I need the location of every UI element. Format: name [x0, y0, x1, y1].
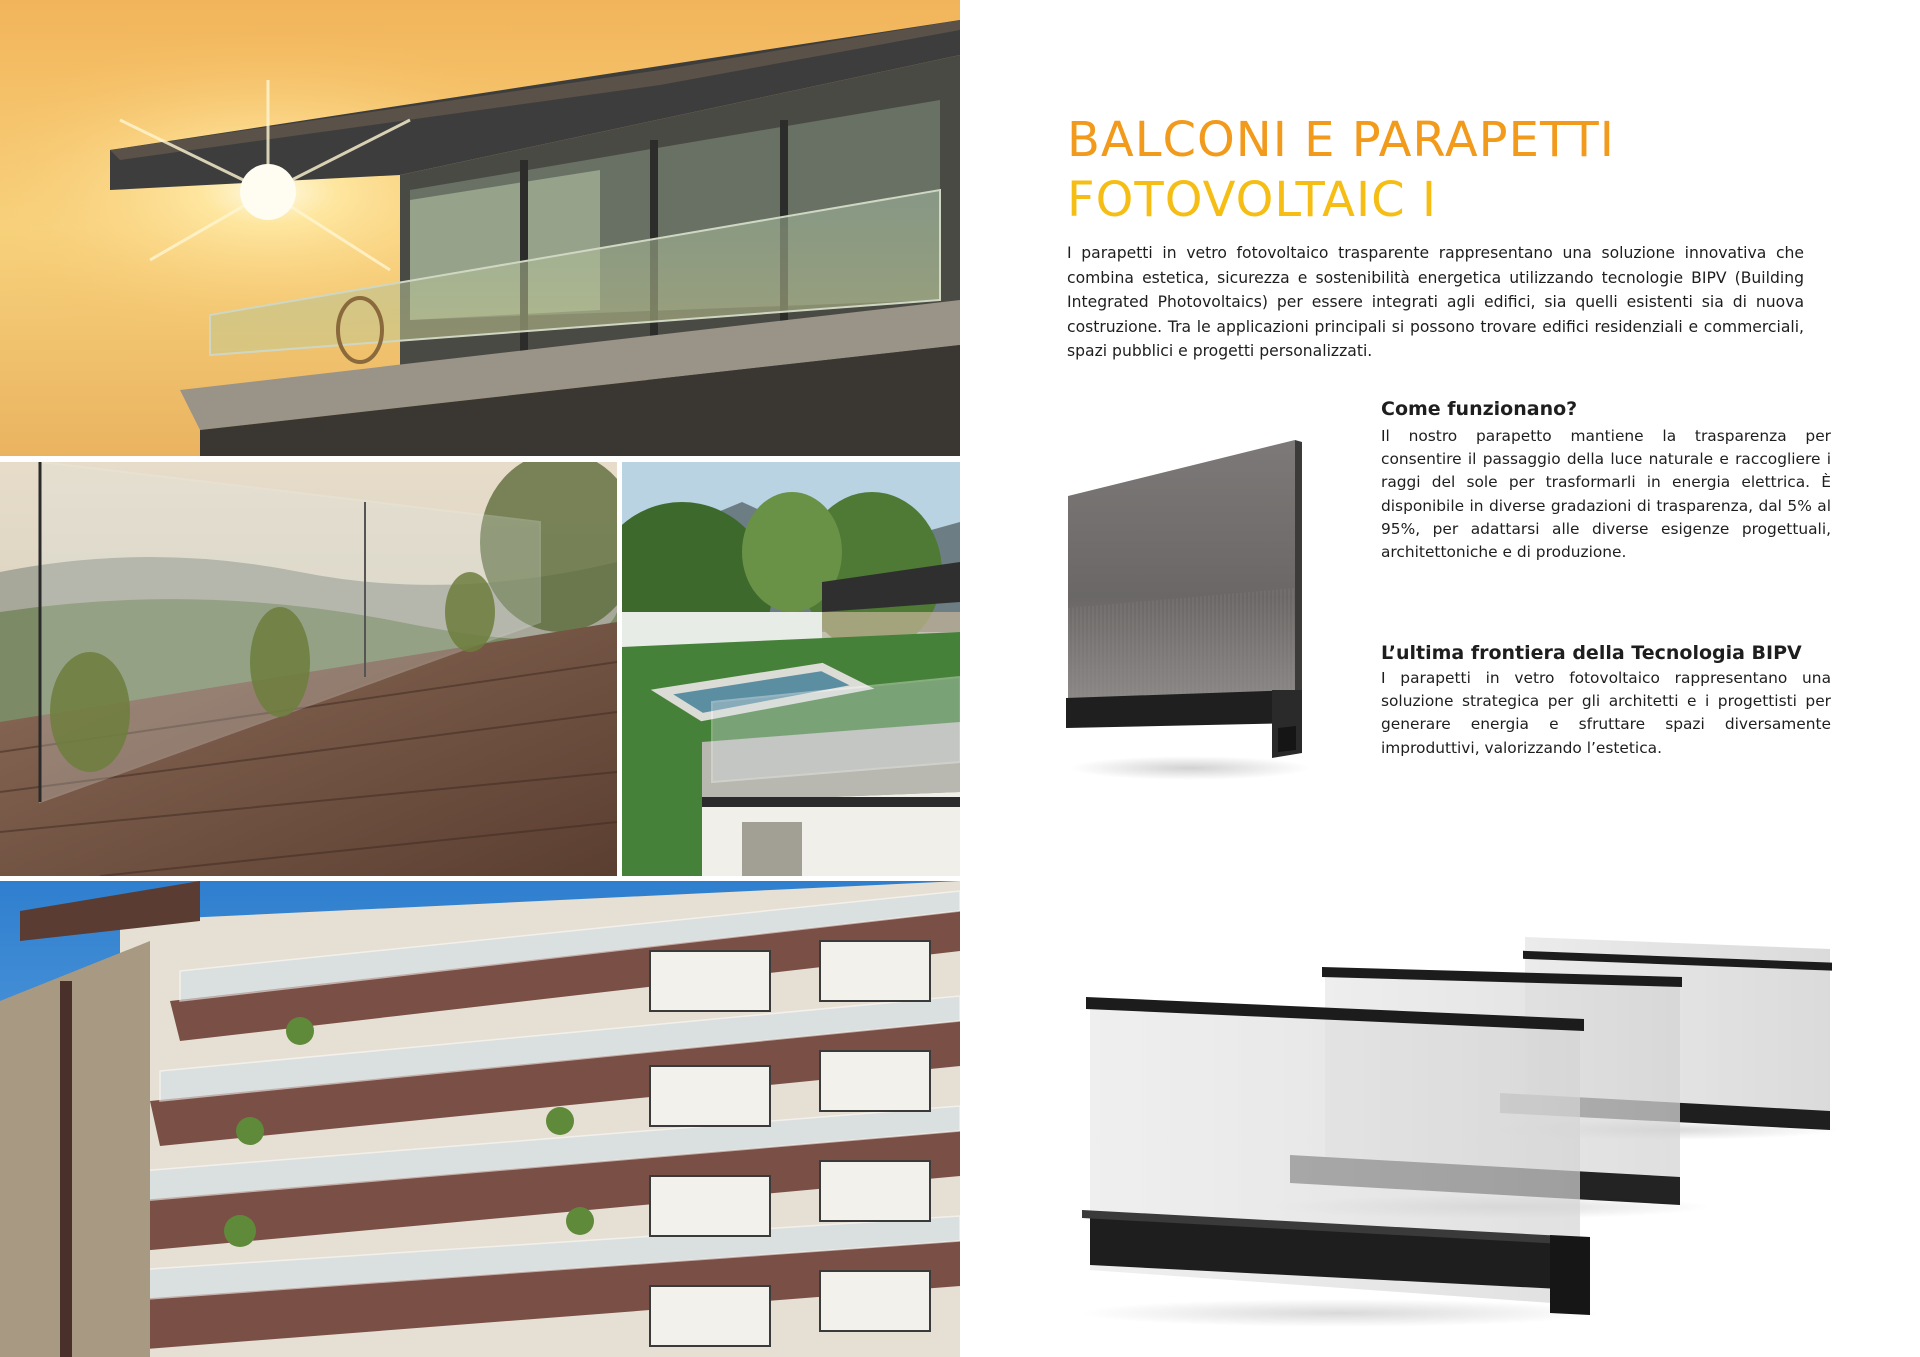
apartment-building-illustration — [0, 881, 960, 1357]
render-single-pv-panel — [1040, 428, 1320, 788]
pv-panels-clear-illustration — [1060, 915, 1840, 1335]
photo-apartment-building-balconies — [0, 881, 960, 1357]
page-title-line1: BALCONI E PARAPETTI — [1067, 112, 1615, 168]
section-bipv-body: I parapetti in vetro fotovoltaico rappresentano una soluzione strategica per gli architetti e i progettisti per generare energia e sfruttare spazi diversamente improduttivi, valorizzando l’estetica. — [1381, 669, 1831, 757]
deck-railing-illustration — [0, 462, 617, 876]
render-three-transparent-panels — [1060, 915, 1840, 1335]
photo-garden-pool-parapet — [622, 462, 960, 876]
section-bipv-title: L’ultima frontiera della Tecnologia BIPV — [1381, 642, 1802, 664]
page-title-line2: FOTOVOLTAIC I — [1067, 172, 1438, 228]
photo-deck-glass-railing — [0, 462, 617, 876]
section-how-it-works-body: Il nostro parapetto mantiene la trasparenza per consentire il passaggio della luce naturale e raccogliere i raggi del sole per trasformarli in energia elettrica. È disponibile in diverse gradazioni di trasparenza, dal 5% al 95%, per adattarsi alle diverse esigenze progettuali, architettoniche e di produzione. — [1381, 427, 1831, 562]
page-title — [1067, 110, 1847, 230]
photo-sunset-house-balcony — [0, 0, 960, 456]
section-how-it-works-title: Come funzionano? — [1381, 398, 1578, 420]
intro-paragraph: I parapetti in vetro fotovoltaico trasparente rappresentano una soluzione innovativa che combina estetica, sicurezza e sostenibilità energetica utilizzando tecnologie BIPV (Building Integrated Photovoltaics) per essere integrati agli edifici, sia quelli esistenti sia di nuova costruzione. Tra le applicazioni principali si possono trovare edifici residenziali e commerciali, spazi pubblici e progetti personalizzati. — [1067, 244, 1804, 360]
sunset-house-illustration — [0, 0, 960, 456]
pv-panel-dark-illustration — [1040, 428, 1320, 788]
garden-pool-illustration — [622, 462, 960, 876]
